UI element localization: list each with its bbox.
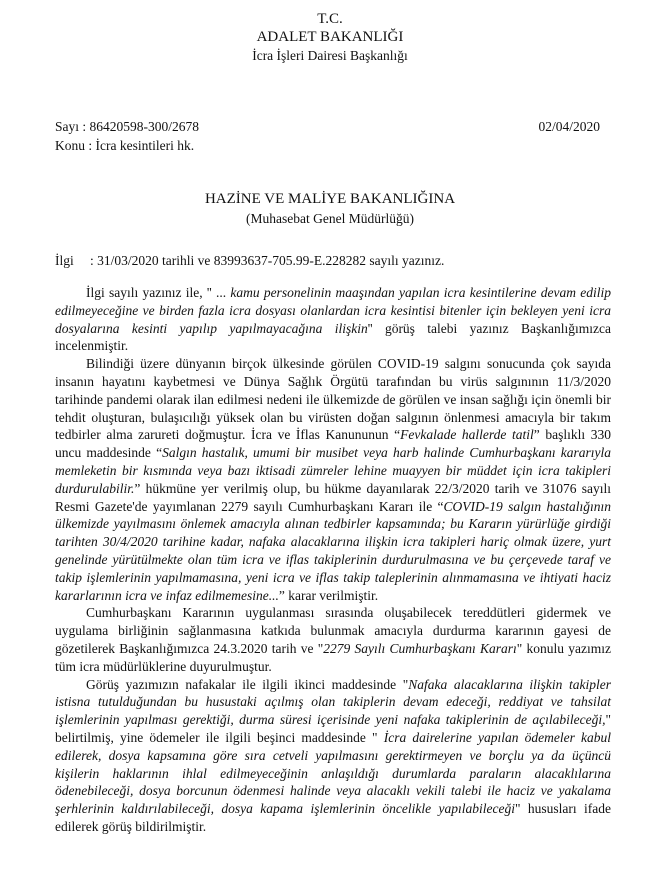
quoted-text: kamu personelinin maaşından yapılan icra kesintilerine devam edilip edilmeyeceğine ve birden fazla icra dosyası olanlardan icra kesintisi bitenler için bekleyen yeni icra dosyalarına kesinti yapılıp yapılmayacağına ilişkin [55,285,611,336]
quoted-text: İcra dairelerine yapılan ödemeler kabul edilerek, dosya kapsamına göre sıra cetveli yapılmasını gerektirmeyen ve borçlu ya da üçüncü kişilerin haklarının ihlal edilmeyeceğinin anlaşıldığı durumlarda paraların alacaklılarına ödenebileceği, dosya borcunun ödenmesi halinde veya alacaklı vekili talebi ile haciz ve yakalama şerhlerinin kaldırılabileceği, dosya kapama işlemlerinin öncelikle yapılabileceği [55,729,611,817]
paragraph-text: İlgi sayılı yazınız ile, '' ... [86,285,231,300]
quoted-text: Salgın hastalık, umumi bir musibet veya harb halinde Cumhurbaşkanı kararıyla memleketin bir kısmında veya bazı iktisadi zümreler lehine muayyen bir müddet için icra takipleri durdurulabilir. [55,445,612,496]
header-tc: T.C. [317,11,343,27]
quoted-text: COVID-19 salgın hastalığının ülkemizde yayılmasını önlemek amacıyla alınan tedbirler kapsamında; bu Kararın yürürlüğe girdiği tarihten 30/4/2020 tarihine kadar, nafaka alacaklarına ilişkin icra takipleri hariç olmak üzere, yurt genelinde yürütülmekte olan tüm icra ve iflas takiplerinin durdurulmasına ve bu çerçevede taraf ve takip işlemlerinin yapılmamasına, yeni icra ve iflas takip taleplerinin alınmamasına ve ihtiyati haciz kararlarının icra ve infaz edilmemesine... [55,498,611,603]
document-subject: Konu : İcra kesintileri hk. [55,138,195,153]
paragraph-text: Cumhurbaşkanı Kararının uygulanması sırasında oluşabilecek tereddütleri gidermek ve uygulama birliğinin sağlanmasına katkıda bulunmak amacıyla durdurma kararının gayesi de gözetilerek Başkanlığımızca 24.3.2020 tarih ve " [55,605,611,656]
quoted-text: 2279 Sayılı Cumhurbaşkanı Kararı [323,640,517,656]
paragraph-text: " hususları ifade edilerek görüş bildirilmiştir. [55,801,611,834]
paragraph-text: ” başlıklı 330 uncu maddesinde “ [55,427,611,461]
paragraph-text: '' görüş talebi yazınız Başkanlığımızca incelenmiştir. [55,320,611,354]
reference-text: : 31/03/2020 tarihli ve 83993637-705.99-E.228282 sayılı yazınız. [90,253,445,268]
letter-body [55,284,611,836]
paragraph-text: ” hükmüne yer verilmiş olup, bu hükme dayanılarak 22/3/2020 tarih ve 31076 sayılı Resmi Gazete'de yayımlanan 2279 sayılı Cumhurbaşkanı Kararı ile “ [55,480,611,514]
paragraph-text: " belirtilmiş, yine ödemeler ile ilgili beşinci maddesinde " [55,712,611,745]
quoted-text: Fevkalade hallerde tatil [400,427,534,443]
header-department: İcra İşleri Dairesi Başkanlığı [252,48,408,63]
addressee-title: HAZİNE VE MALİYE BAKANLIĞINA [204,191,456,207]
paragraph-text: Bilindiği üzere dünyanın birçok ülkesinde görülen COVID-19 salgını sonucunda çok sayıda insanın hayatını kaybetmesi ve Dünya Sağlık Örgütü tarafından bu virüs salgınının 11/3/2020 tarihinde pandemi olarak ilan edilmesi nedeni ile ülkemizde de görülen ve insan sağlığı için önemli bir tehdit oluşturan, bulaşıcılığı yüksek olan bu virüsten doğan salgının önlenmesi amacıyla bir takım tedbirler alma zarureti doğmuştur. İcra ve İflas Kanununun “ [55,356,611,443]
reference-label: İlgi [55,253,74,268]
paragraph-text: " konulu yazımız tüm icra müdürlüklerine duyurulmuştur. [55,640,611,674]
body-paragraph [55,284,611,355]
paragraph-text: Görüş yazımızın nafakalar ile ilgili ikinci maddesinde " [86,676,409,692]
body-paragraph [55,355,611,604]
paragraph-text: ” karar verilmiştir. [278,587,379,603]
addressee-subtitle: (Muhasebat Genel Müdürlüğü) [246,211,414,226]
header-ministry: ADALET BAKANLIĞI [256,29,404,45]
document-number: Sayı : 86420598-300/2678 [55,119,199,134]
body-paragraph [55,604,611,675]
quoted-text: Nafaka alacaklarına ilişkin takipler istisna tutulduğundan bu husustaki açılmış olan takiplerin devam edeceği, reddiyat ve tahsilat işlemlerinin yapılması gerektiği, durma süresi içerisinde yeni nafaka takiplerinin de açılabileceği, [55,676,611,728]
body-paragraph [55,676,611,836]
document-date: 02/04/2020 [538,119,600,134]
